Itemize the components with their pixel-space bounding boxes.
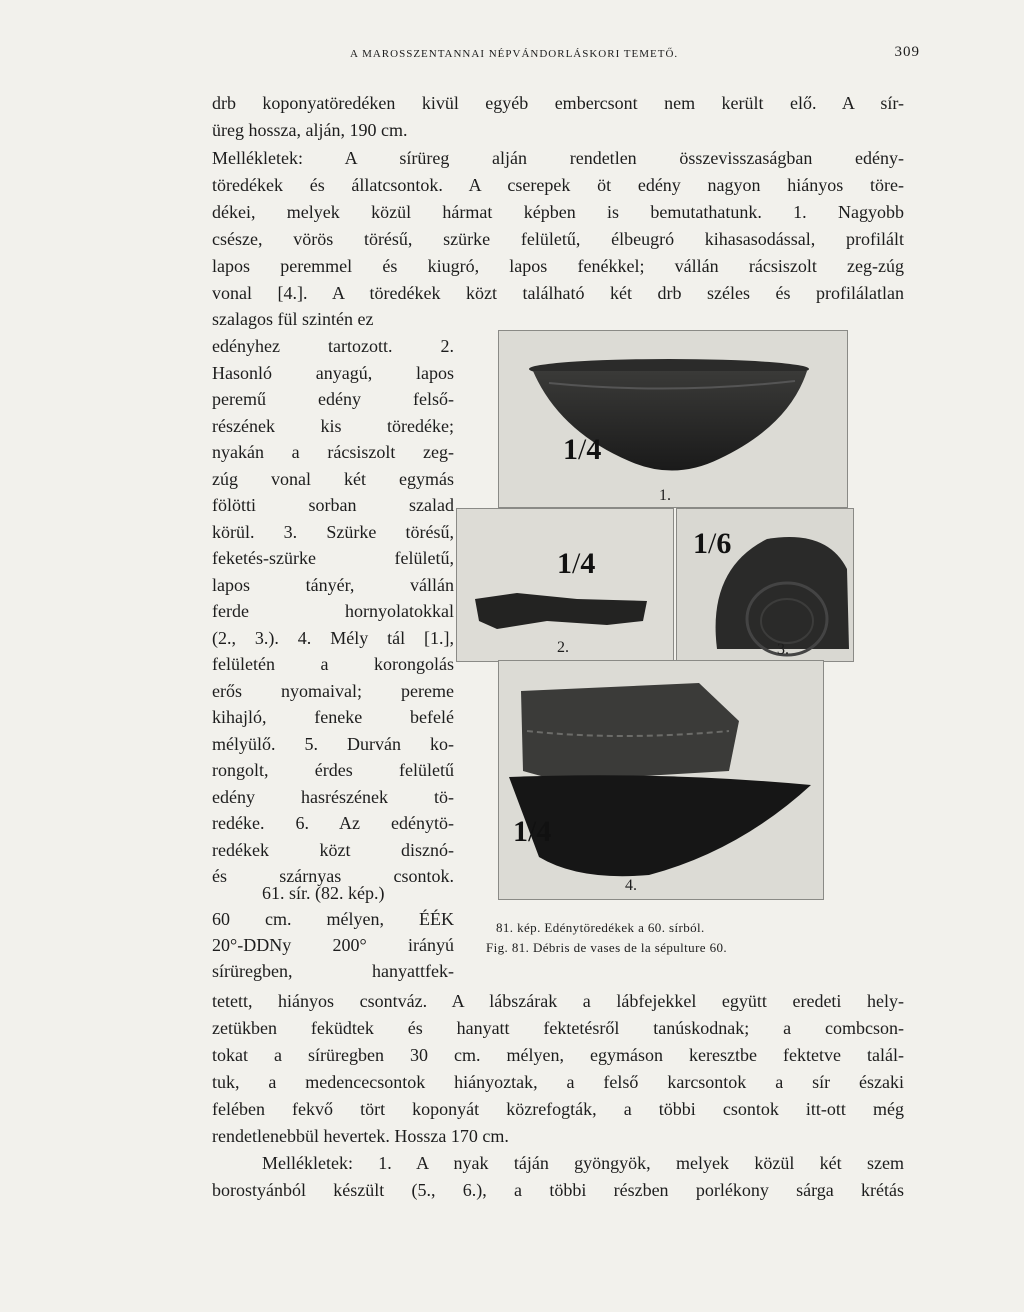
text-line: Mellékletek: 1. A nyak táján gyöngyök, melyek közül két szem	[262, 1153, 904, 1173]
text-line: vonal [4.]. A töredékek közt található két drb széles és profilálatlan	[212, 283, 904, 303]
text-line: szalagos fül szintén ez	[212, 309, 374, 329]
text-line: nyakán a rácsiszolt zeg-	[212, 442, 454, 462]
text-line: ferde hornyolatokkal	[212, 601, 454, 621]
text-line: mélyülő. 5. Durván ko-	[212, 734, 454, 754]
text-line: töredékek és állatcsontok. A cserepek öt edény nagyon hiányos töre-	[212, 175, 904, 195]
text-line: edényhez tartozott. 2.	[212, 336, 454, 356]
scale-mark-4: 1/4	[513, 815, 552, 848]
text-line: tetett, hiányos csontváz. A lábszárak a lábfejekkel együtt eredeti hely-	[212, 991, 904, 1011]
text-line: feketés-szürke felületű,	[212, 548, 454, 568]
page-header	[200, 44, 920, 64]
photo-plate-1	[498, 330, 848, 508]
text-line: és szárnyas csontok.	[212, 866, 454, 886]
text-line: rongolt, érdes felületű	[212, 760, 454, 780]
text-line: peremű edény felső-	[212, 389, 454, 409]
text-line: üreg hossza, alján, 190 cm.	[212, 120, 408, 140]
text-line: lapos peremmel és kiugró, lapos fenékkel; vállán rácsiszolt zeg-zúg	[212, 256, 904, 276]
text-line: részének kis töredéke;	[212, 416, 454, 436]
plate-label-3: 3.	[777, 641, 789, 658]
plate-label-1: 1.	[659, 487, 671, 504]
text-line: redékek közt disznó-	[212, 840, 454, 860]
photo-plate-3	[676, 508, 854, 662]
text-line: dékei, melyek közül hármat képben is bemutathatunk. 1. Nagyobb	[212, 202, 904, 222]
deep-bowl-photo	[499, 661, 823, 899]
plate-label-4: 4.	[625, 877, 637, 894]
figure-caption-hu: 81. kép. Edénytöredékek a 60. sírból.	[496, 920, 705, 935]
bowl-photo	[499, 331, 847, 507]
scale-mark-2: 1/4	[557, 547, 596, 580]
text-line: csésze, vörös törésű, szürke felületű, élbeugró kihasasodással, profilált	[212, 229, 904, 249]
photo-plate-4	[498, 660, 824, 900]
text-line: rendetlenebbül hevertek. Hossza 170 cm.	[212, 1126, 509, 1146]
text-line: tokat a sírüregben 30 cm. mélyen, egymáson keresztbe fektetve talál-	[212, 1045, 904, 1065]
text-line: erős nyomaival; pereme	[212, 681, 454, 701]
text-line: zúg vonal két egymás	[212, 469, 454, 489]
figure-caption-fr: Fig. 81. Débris de vases de la sépulture 60.	[486, 940, 728, 955]
scale-mark-3: 1/6	[693, 527, 732, 560]
text-line: drb koponyatöredéken kivül egyéb embercsont nem került elő. A sír-	[212, 93, 904, 113]
text-line: 60 cm. mélyen, ÉÉK	[212, 909, 454, 929]
text-line: (2., 3.). 4. Mély tál [1.],	[212, 628, 454, 648]
text-line: Hasonló anyagú, lapos	[212, 363, 454, 383]
text-line: Mellékletek: A sírüreg alján rendetlen összevisszaságban edény-	[212, 148, 904, 168]
text-line: kihajló, feneke befelé	[212, 707, 454, 727]
text-line: edény hasrészének tö-	[212, 787, 454, 807]
text-line: felében fekvő tört koponyát közrefogták, a többi csontok itt-ott még	[212, 1099, 904, 1119]
text-line: lapos tányér, vállán	[212, 575, 454, 595]
running-head: A MAROSSZENTANNAI NÉPVÁNDORLÁSKORI TEMETŐ.	[350, 48, 679, 60]
text-line: 20°-DDNy 200° irányú	[212, 935, 454, 955]
text-line: körül. 3. Szürke törésű,	[212, 522, 454, 542]
photo-plate-2	[456, 508, 674, 662]
text-line: zetükben feküdtek és hanyatt fektetésről tanúskodnak; a combcson-	[212, 1018, 904, 1038]
text-line: fölötti sorban szalad	[212, 495, 454, 515]
page-number: 309	[894, 44, 920, 60]
text-line: redéke. 6. Az edénytö-	[212, 813, 454, 833]
scale-mark-1: 1/4	[563, 433, 602, 466]
text-line: borostyánból készült (5., 6.), a többi részben porlékony sárga krétás	[212, 1180, 904, 1200]
text-line: sírüregben, hanyattfek-	[212, 961, 454, 981]
grave-heading: 61. sír. (82. kép.)	[262, 883, 385, 903]
text-line: felületén a korongolás	[212, 654, 454, 674]
plate-label-2: 2.	[557, 639, 569, 656]
text-line: tuk, a medencecsontok hiányoztak, a felső karcsontok a sír északi	[212, 1072, 904, 1092]
